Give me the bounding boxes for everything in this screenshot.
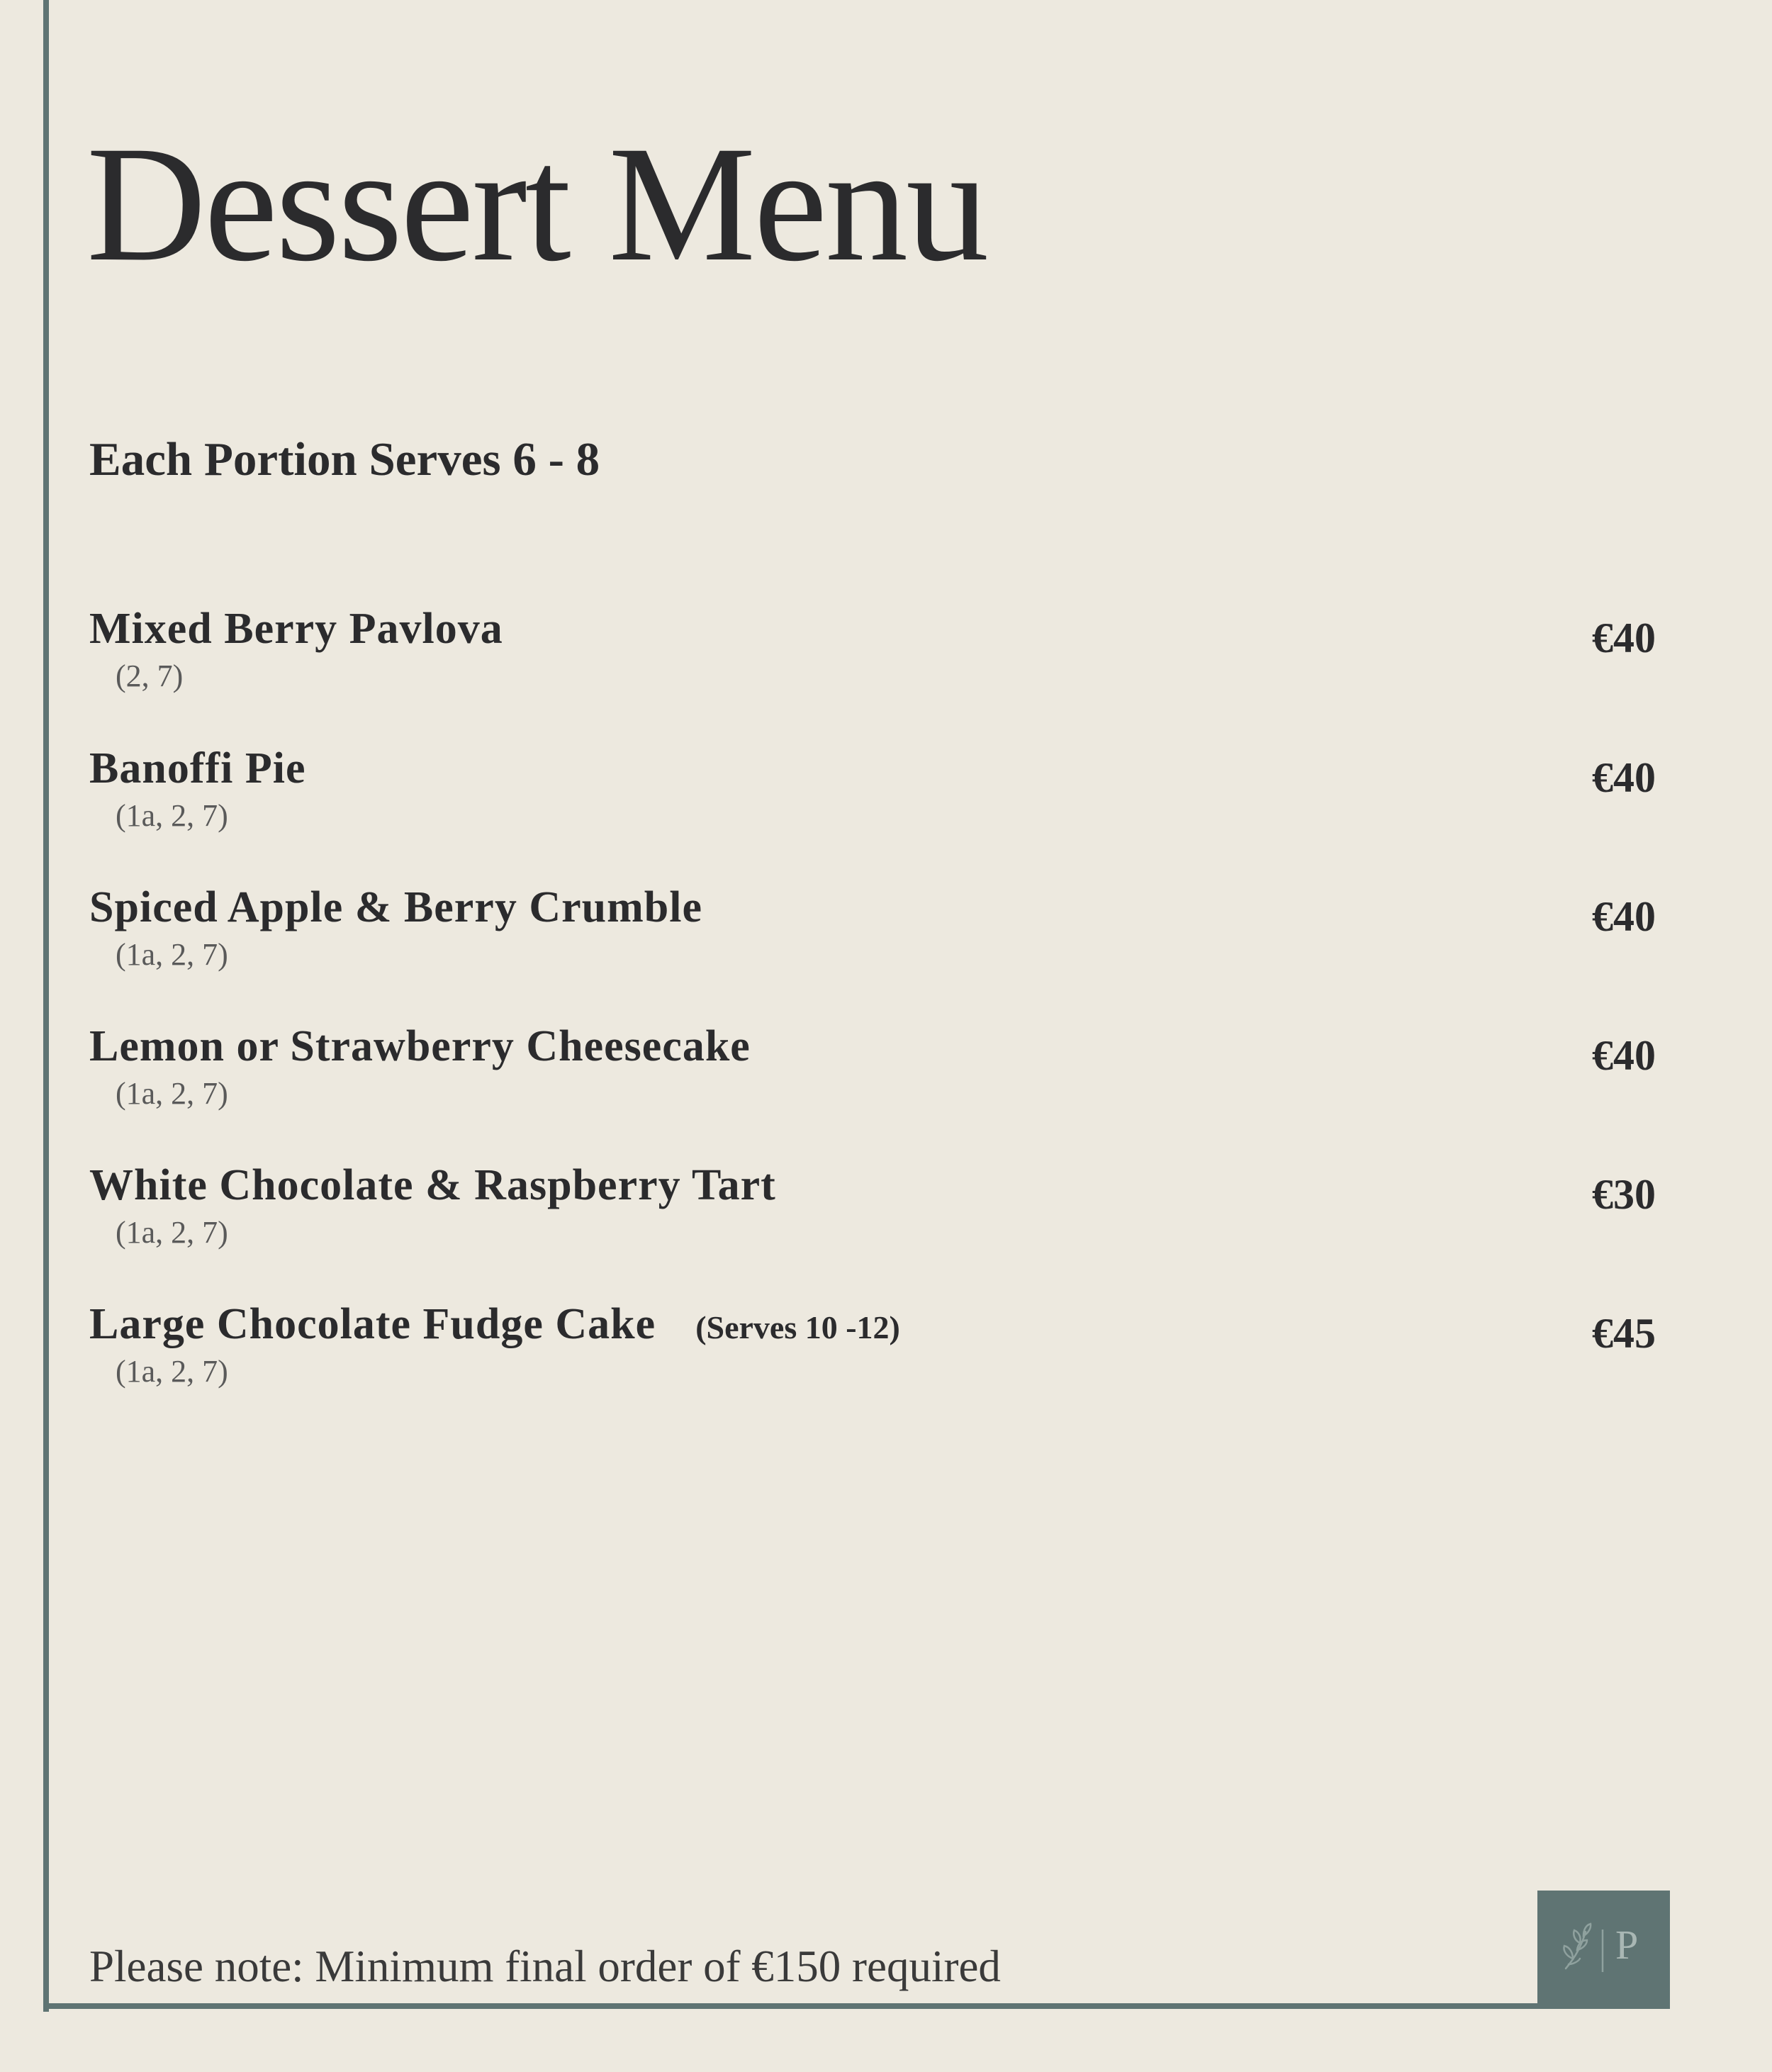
item-serving-note: (Serves 10 -12) xyxy=(695,1309,900,1345)
item-allergens: (1a, 2, 7) xyxy=(116,1076,228,1111)
menu-item-crumble xyxy=(89,885,1656,992)
item-name: Mixed Berry Pavlova xyxy=(89,605,503,653)
menu-item-cheesecake xyxy=(89,1024,1656,1131)
left-border-rule xyxy=(43,0,49,2012)
item-price: €40 xyxy=(1592,893,1656,940)
item-price: €40 xyxy=(1592,754,1656,801)
brand-logo xyxy=(1537,1891,1670,2009)
item-price: €40 xyxy=(1592,1032,1656,1079)
item-price: €30 xyxy=(1592,1171,1656,1218)
minimum-order-note: Please note: Minimum final order of €150 required xyxy=(89,1942,1001,1991)
olive-branch-icon xyxy=(1537,1891,1670,2009)
item-allergens: (1a, 2, 7) xyxy=(116,937,228,972)
item-name: Lemon or Strawberry Cheesecake xyxy=(89,1022,751,1070)
bottom-border-rule xyxy=(43,2003,1588,2009)
item-name: White Chocolate & Raspberry Tart xyxy=(89,1161,776,1209)
item-name: Banoffi Pie xyxy=(89,744,306,793)
menu-item-pavlova xyxy=(89,607,1656,713)
menu-item-tart xyxy=(89,1163,1656,1270)
item-name: Large Chocolate Fudge Cake (Serves 10 -12) xyxy=(89,1300,900,1348)
menu-item-banoffi-pie xyxy=(89,746,1656,853)
menu-item-fudge-cake xyxy=(89,1302,1656,1409)
item-allergens: (1a, 2, 7) xyxy=(116,798,228,833)
menu-title: Dessert Menu xyxy=(86,111,987,296)
portion-subtitle: Each Portion Serves 6 - 8 xyxy=(89,433,600,486)
item-price: €40 xyxy=(1592,615,1656,661)
item-name: Spiced Apple & Berry Crumble xyxy=(89,883,702,931)
item-price: €45 xyxy=(1592,1310,1656,1357)
item-allergens: (1a, 2, 7) xyxy=(116,1215,228,1250)
logo-letter: P xyxy=(1615,1922,1639,1968)
item-allergens: (1a, 2, 7) xyxy=(116,1354,228,1389)
item-allergens: (2, 7) xyxy=(116,659,184,693)
